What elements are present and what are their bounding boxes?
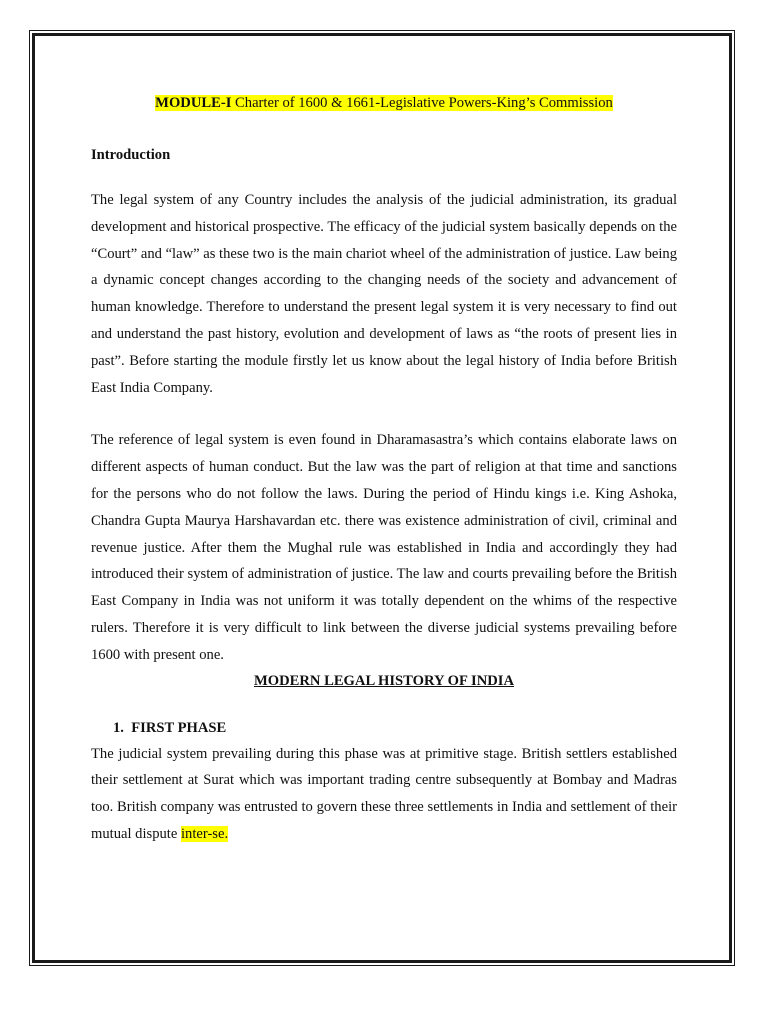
phase-number: 1. [113,719,124,736]
title-text: Charter of 1600 & 1661-Legislative Powers-King’s Commission [231,95,613,111]
document-body [91,92,677,848]
introduction-heading: Introduction [91,147,171,163]
module-label: MODULE-I [155,95,232,111]
introduction-paragraph: The legal system of any Country includes the analysis of the judicial administration, its gradual development and historical prospective. The efficacy of the judicial system basically depends on the “Court” and “law” as these two is the main chariot wheel of the administration of justice. Law being a dynamic concept changes according to the changing needs of the society and advancement of human knowledge. Therefore to understand the present legal system it is very necessary to find out and understand the past history, evolution and development of laws as “the roots of present lies in past”. Before starting the module firstly let us know about the legal history of India before British East India Company. [91,192,678,396]
inter-se-highlight: inter-se. [181,825,229,842]
section-heading: MODERN LEGAL HISTORY OF INDIA [253,672,515,689]
first-phase-text: The judicial system prevailing during this phase was at primitive stage. British settlers established their settlement at Surat which was important trading centre subsequently at Bombay and Madras too. British company was entrusted to govern these three settlements in India and settlement of their mutual dispute [91,745,677,842]
title-highlight [155,95,613,111]
legal-system-paragraph: The reference of legal system is even found in Dharamasastra’s which contains elaborate laws on different aspects of human conduct. But the law was the part of religion at that time and sanctions for the persons who do not follow the laws. During the period of Hindu kings i.e. King Ashoka, Chandra Gupta Maurya Harshavardan etc. there was existence administration of civil, criminal and revenue justice. After them the Mughal rule was established in India and accordingly they had introduced their system of administration of justice. The law and courts prevailing before the British East Company in India was not uniform it was totally dependent on the whims of the respective rulers. Therefore it is very difficult to link between the diverse judicial systems prevailing before 1600 with present one. [91,432,677,663]
document-title [91,92,677,114]
first-phase-heading [113,717,677,739]
first-phase-paragraph [91,741,677,848]
phase-title: FIRST PHASE [131,719,227,736]
